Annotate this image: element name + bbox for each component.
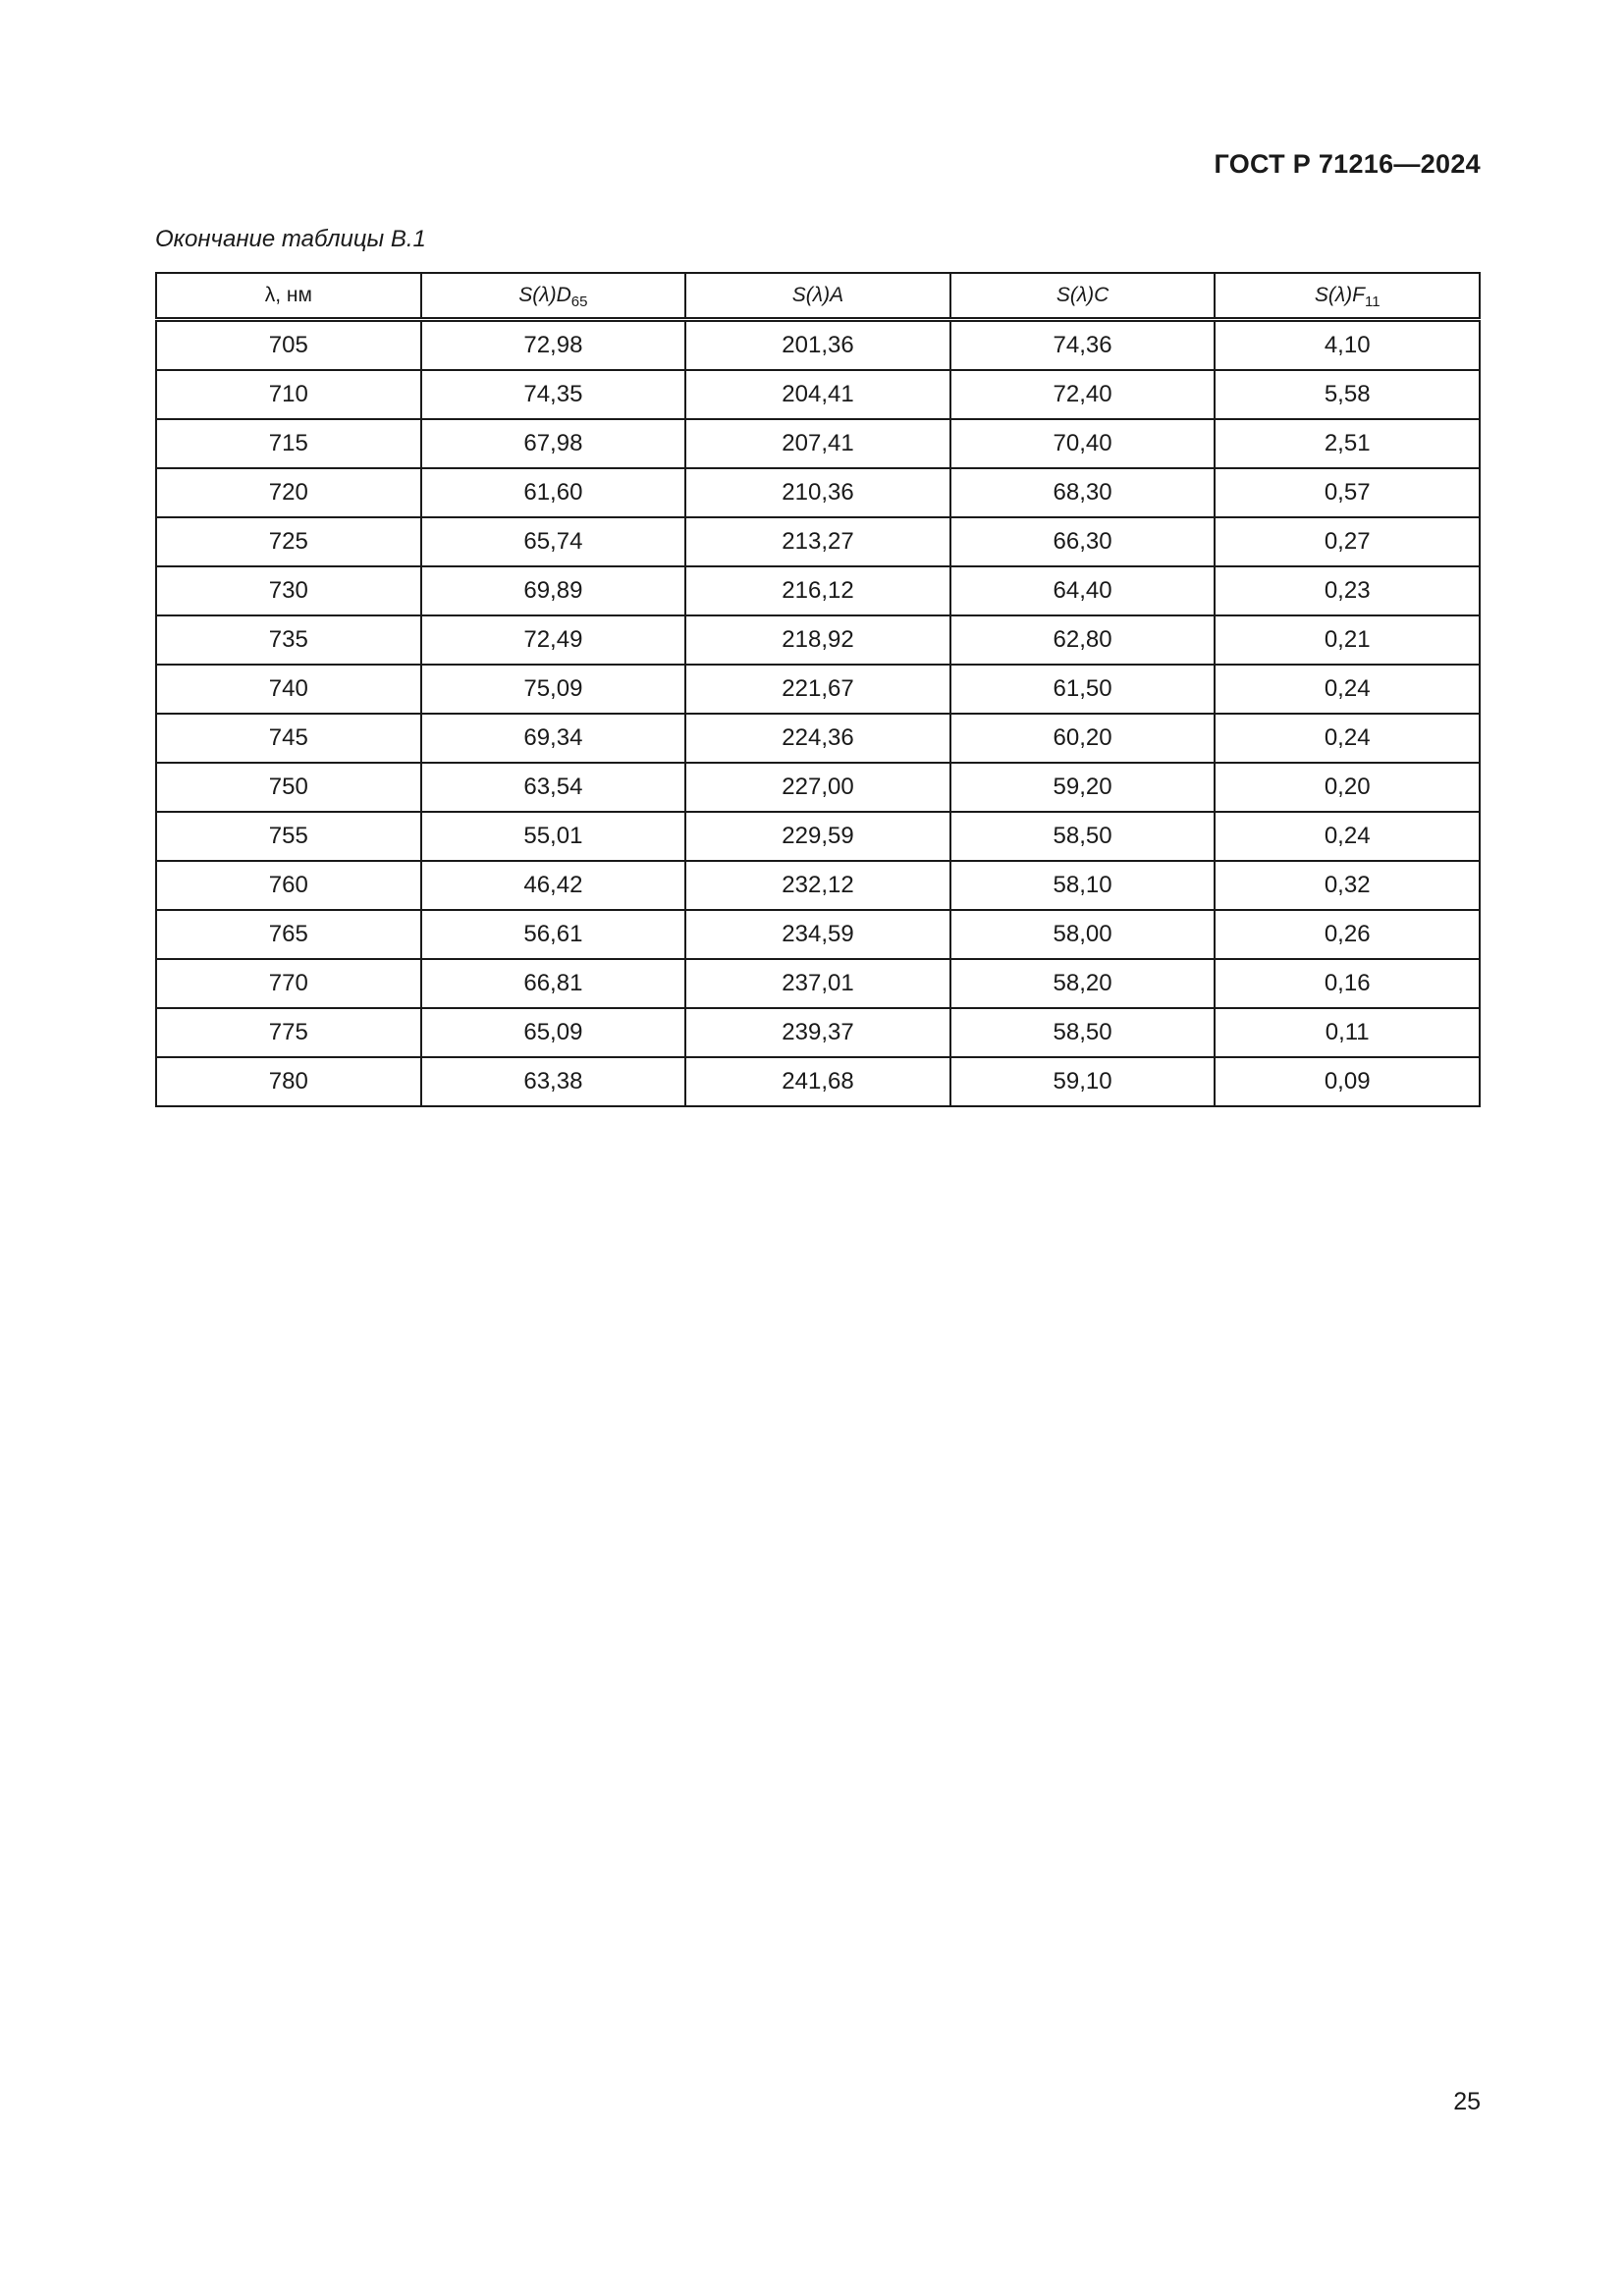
cell-a: 213,27 — [685, 517, 950, 566]
header-a-symbol: A — [830, 284, 844, 306]
table-row — [156, 615, 1480, 665]
cell-a: 229,59 — [685, 812, 950, 861]
cell-d65: 61,60 — [421, 468, 686, 517]
table-row — [156, 566, 1480, 615]
page-number: 25 — [1453, 2088, 1481, 2115]
table-row — [156, 910, 1480, 959]
cell-c: 60,20 — [950, 714, 1216, 763]
cell-d65: 75,09 — [421, 665, 686, 714]
table-row — [156, 861, 1480, 910]
header-c-symbol: C — [1094, 284, 1110, 306]
cell-wavelength: 725 — [156, 517, 421, 566]
cell-wavelength: 765 — [156, 910, 421, 959]
cell-c: 68,30 — [950, 468, 1216, 517]
cell-a: 237,01 — [685, 959, 950, 1008]
table-row — [156, 763, 1480, 812]
table-header — [156, 273, 1480, 320]
cell-d65: 63,54 — [421, 763, 686, 812]
header-wavelength — [156, 273, 421, 320]
cell-f11: 0,09 — [1215, 1057, 1480, 1106]
cell-d65: 69,89 — [421, 566, 686, 615]
cell-f11: 0,32 — [1215, 861, 1480, 910]
table-row — [156, 468, 1480, 517]
table-row — [156, 419, 1480, 468]
cell-c: 61,50 — [950, 665, 1216, 714]
document-code: ГОСТ Р 71216—2024 — [1214, 149, 1481, 179]
cell-a: 232,12 — [685, 861, 950, 910]
cell-f11: 4,10 — [1215, 320, 1480, 371]
cell-f11: 0,26 — [1215, 910, 1480, 959]
header-c — [950, 273, 1216, 320]
spectral-distribution-table — [155, 272, 1481, 1107]
cell-d65: 63,38 — [421, 1057, 686, 1106]
cell-d65: 56,61 — [421, 910, 686, 959]
header-f11 — [1215, 273, 1480, 320]
cell-wavelength: 740 — [156, 665, 421, 714]
cell-c: 62,80 — [950, 615, 1216, 665]
cell-wavelength: 705 — [156, 320, 421, 371]
header-d65-symbol: D — [556, 284, 571, 306]
cell-a: 201,36 — [685, 320, 950, 371]
cell-a: 234,59 — [685, 910, 950, 959]
cell-wavelength: 735 — [156, 615, 421, 665]
cell-wavelength: 775 — [156, 1008, 421, 1057]
cell-f11: 0,24 — [1215, 665, 1480, 714]
cell-d65: 46,42 — [421, 861, 686, 910]
cell-a: 224,36 — [685, 714, 950, 763]
cell-wavelength: 750 — [156, 763, 421, 812]
cell-wavelength: 770 — [156, 959, 421, 1008]
cell-f11: 0,20 — [1215, 763, 1480, 812]
cell-c: 58,50 — [950, 1008, 1216, 1057]
header-d65-subscript: 65 — [570, 294, 588, 311]
cell-f11: 0,16 — [1215, 959, 1480, 1008]
table-row — [156, 812, 1480, 861]
cell-c: 74,36 — [950, 320, 1216, 371]
cell-a: 241,68 — [685, 1057, 950, 1106]
cell-c: 58,50 — [950, 812, 1216, 861]
cell-c: 59,10 — [950, 1057, 1216, 1106]
cell-a: 207,41 — [685, 419, 950, 468]
cell-a: 216,12 — [685, 566, 950, 615]
cell-c: 58,00 — [950, 910, 1216, 959]
cell-c: 70,40 — [950, 419, 1216, 468]
table-row — [156, 517, 1480, 566]
cell-c: 58,10 — [950, 861, 1216, 910]
cell-wavelength: 760 — [156, 861, 421, 910]
cell-d65: 67,98 — [421, 419, 686, 468]
cell-wavelength: 745 — [156, 714, 421, 763]
table-row — [156, 370, 1480, 419]
cell-a: 227,00 — [685, 763, 950, 812]
cell-c: 66,30 — [950, 517, 1216, 566]
cell-wavelength: 720 — [156, 468, 421, 517]
header-a-prefix: S(λ) — [791, 284, 831, 306]
cell-f11: 0,24 — [1215, 812, 1480, 861]
table-row — [156, 959, 1480, 1008]
cell-c: 59,20 — [950, 763, 1216, 812]
cell-wavelength: 730 — [156, 566, 421, 615]
cell-f11: 2,51 — [1215, 419, 1480, 468]
table-caption: Окончание таблицы В.1 — [155, 226, 426, 252]
cell-f11: 0,11 — [1215, 1008, 1480, 1057]
cell-f11: 0,27 — [1215, 517, 1480, 566]
table-body — [156, 320, 1480, 1107]
header-f11-symbol: F — [1352, 284, 1365, 306]
table-row — [156, 1008, 1480, 1057]
header-f11-subscript: 11 — [1364, 294, 1380, 311]
cell-c: 58,20 — [950, 959, 1216, 1008]
cell-a: 210,36 — [685, 468, 950, 517]
cell-f11: 0,57 — [1215, 468, 1480, 517]
table-row — [156, 714, 1480, 763]
cell-wavelength: 780 — [156, 1057, 421, 1106]
table-row — [156, 665, 1480, 714]
table-row — [156, 1057, 1480, 1106]
cell-wavelength: 755 — [156, 812, 421, 861]
cell-wavelength: 715 — [156, 419, 421, 468]
cell-d65: 65,09 — [421, 1008, 686, 1057]
cell-d65: 69,34 — [421, 714, 686, 763]
cell-f11: 0,21 — [1215, 615, 1480, 665]
header-wavelength-label: λ, нм — [264, 284, 312, 306]
cell-f11: 0,24 — [1215, 714, 1480, 763]
cell-f11: 5,58 — [1215, 370, 1480, 419]
cell-d65: 72,49 — [421, 615, 686, 665]
header-a — [685, 273, 950, 320]
cell-c: 72,40 — [950, 370, 1216, 419]
cell-d65: 74,35 — [421, 370, 686, 419]
header-d65-prefix: S(λ) — [518, 284, 557, 306]
cell-a: 204,41 — [685, 370, 950, 419]
header-d65 — [421, 273, 686, 320]
table-row — [156, 320, 1480, 371]
cell-a: 221,67 — [685, 665, 950, 714]
cell-f11: 0,23 — [1215, 566, 1480, 615]
cell-wavelength: 710 — [156, 370, 421, 419]
cell-d65: 72,98 — [421, 320, 686, 371]
header-c-prefix: S(λ) — [1056, 284, 1095, 306]
cell-d65: 55,01 — [421, 812, 686, 861]
header-row — [156, 273, 1480, 320]
cell-a: 218,92 — [685, 615, 950, 665]
cell-c: 64,40 — [950, 566, 1216, 615]
cell-d65: 66,81 — [421, 959, 686, 1008]
cell-a: 239,37 — [685, 1008, 950, 1057]
cell-d65: 65,74 — [421, 517, 686, 566]
header-f11-prefix: S(λ) — [1314, 284, 1353, 306]
